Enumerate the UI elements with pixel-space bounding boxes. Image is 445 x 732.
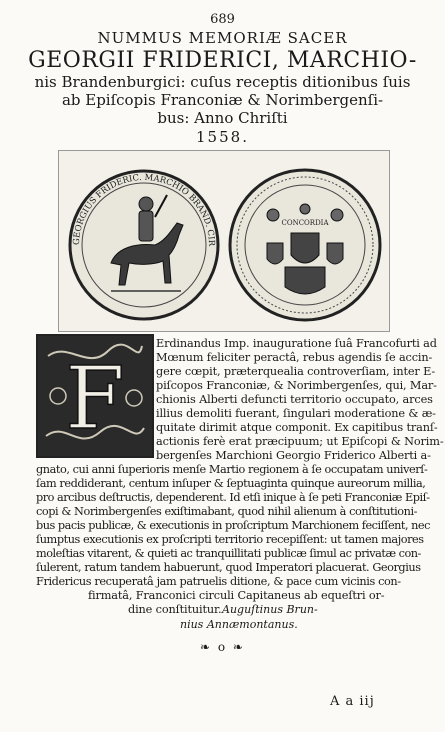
text-line: bus pacis publicæ, & executionis in proſcriptum Marchionem feciſſent, nec — [36, 519, 430, 532]
page-number: 689 — [210, 12, 235, 27]
reverse-medal — [230, 170, 380, 320]
initial-letter: F — [65, 349, 125, 449]
author-signature-line-2: nius Annæmontanus. — [180, 618, 298, 631]
title-line-1: NUMMUS MEMORIÆ SACER — [97, 29, 348, 47]
initial-ornament-icon — [38, 336, 152, 456]
text-line: actionis ferè erat præcipuum; ut Epiſcopi & Norim- — [156, 435, 444, 448]
text-line: moleſtias vitarent, & quieti ac tranquillitati publicæ ſimul ac privatæ con- — [36, 547, 421, 560]
obverse-inscription: GEORGIUS FRIDERIC. MARCHIO BRAND. CIR — [71, 172, 217, 247]
title-line-2: GEORGII FRIDERICI, MARCHIO- — [28, 48, 417, 73]
title-line-3: nis Brandenburgici: cuſus receptis ditionibus ſuis — [34, 73, 411, 91]
title-line-5: bus: Anno Chriſti — [157, 109, 288, 127]
medal-illustration — [59, 151, 389, 331]
text-line: firmatâ, Franconici circuli Capitaneus ab equeſtri or- — [88, 589, 385, 602]
text-line: ſam reddiderant, centum inſuper & ſeptuaginta quinque aureorum millia, — [36, 477, 426, 490]
text-line: Erdinandus Imp. inauguratione ſuâ Francofurti ad — [156, 337, 437, 350]
text-line: gnato, cui anni ſuperioris menſe Martio regionem à ſe occupatam univerſ- — [36, 463, 428, 476]
text-line: gere cœpit, prӕterquealia controverſiam, inter E- — [156, 365, 436, 378]
decorated-initial — [36, 334, 154, 458]
obverse-medal — [59, 151, 218, 319]
text-line: bergenſes Marchioni Georgio Friderico Alberti a- — [156, 449, 431, 462]
signature-mark: A a iij — [330, 694, 375, 709]
text-line: illius demoliti fuerant, ſingulari moderatione & æ- — [156, 407, 436, 420]
author-signature-line-1: Auguſtinus Brun- — [222, 603, 318, 616]
reverse-inscription: CONCORDIA — [281, 219, 329, 227]
medal-plate — [58, 150, 390, 332]
text-line: quitate dirimit atque componit. Ex capitibus tranſ- — [156, 421, 438, 434]
text-line: copi & Norimbergenſes exiſtimabant, quod nihil alienum à conſtitutioni- — [36, 505, 418, 518]
text-line: chionis Alberti defuncti territorio occupato, arces — [156, 393, 433, 406]
text-line: dine conſtituitur. — [128, 603, 222, 616]
title-line-4: ab Epiſcopis Franconiæ & Norimbergenſi- — [61, 91, 384, 109]
text-line: pro arcibus deſtructis, dependerent. Id etſi inique à ſe peti Franconiæ Epiſ- — [36, 491, 430, 504]
text-line: Mœnum feliciter peractâ, rebus agendis ſe accin- — [156, 351, 433, 364]
text-line: ſumptus executionis ex proſcripti territorio recepiſſent: ut tamen majores — [36, 533, 424, 546]
title-year: 1558. — [196, 128, 249, 146]
text-line: ſulerent, ratum tandem habuerunt, quod Imperatori placuerat. Georgius — [36, 561, 421, 574]
fleuron-ornament: ❧ o ❧ — [200, 640, 245, 654]
text-line: Fridericus recuperatâ jam patruelis ditione, & pace cum vicinis con- — [36, 575, 401, 588]
text-line: piſcopos Franconiæ, & Norimbergenſes, qui, Mar- — [156, 379, 437, 392]
